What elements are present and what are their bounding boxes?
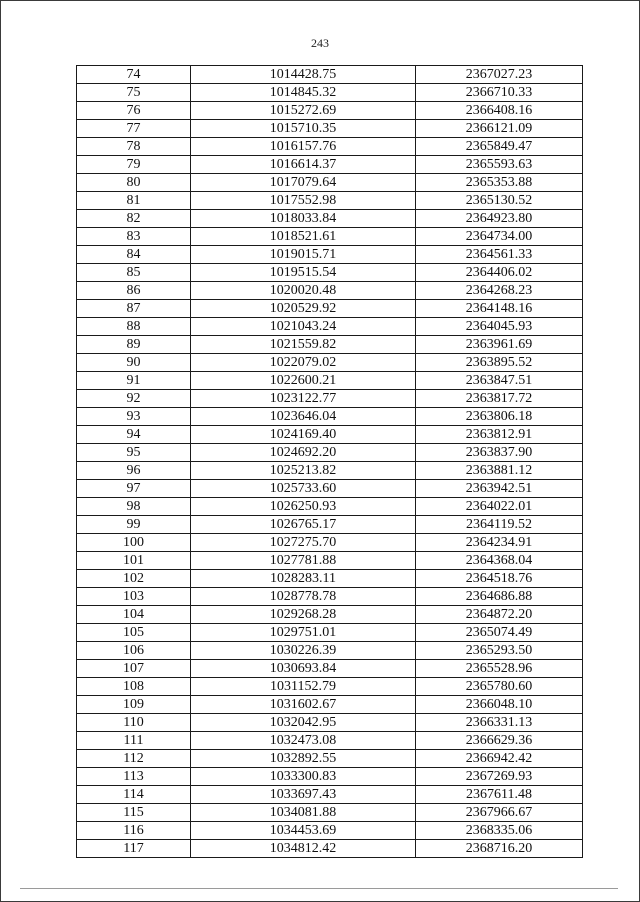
point-number-cell: 110 <box>77 714 191 732</box>
point-number-cell: 76 <box>77 102 191 120</box>
x-coordinate-cell: 1032042.95 <box>191 714 416 732</box>
table-row <box>77 300 583 318</box>
y-coordinate-cell: 2363837.90 <box>416 444 583 462</box>
point-number-cell: 113 <box>77 768 191 786</box>
point-number-cell: 92 <box>77 390 191 408</box>
point-number-cell: 111 <box>77 732 191 750</box>
x-coordinate-cell: 1027781.88 <box>191 552 416 570</box>
table-row <box>77 678 583 696</box>
x-coordinate-cell: 1025213.82 <box>191 462 416 480</box>
y-coordinate-cell: 2364686.88 <box>416 588 583 606</box>
y-coordinate-cell: 2363895.52 <box>416 354 583 372</box>
point-number-cell: 83 <box>77 228 191 246</box>
x-coordinate-cell: 1031602.67 <box>191 696 416 714</box>
point-number-cell: 95 <box>77 444 191 462</box>
y-coordinate-cell: 2366710.33 <box>416 84 583 102</box>
x-coordinate-cell: 1033300.83 <box>191 768 416 786</box>
point-number-cell: 75 <box>77 84 191 102</box>
point-number-cell: 102 <box>77 570 191 588</box>
y-coordinate-cell: 2367027.23 <box>416 66 583 84</box>
x-coordinate-cell: 1015710.35 <box>191 120 416 138</box>
x-coordinate-cell: 1015272.69 <box>191 102 416 120</box>
y-coordinate-cell: 2365849.47 <box>416 138 583 156</box>
table-row <box>77 444 583 462</box>
y-coordinate-cell: 2365074.49 <box>416 624 583 642</box>
point-number-cell: 84 <box>77 246 191 264</box>
point-number-cell: 96 <box>77 462 191 480</box>
point-number-cell: 74 <box>77 66 191 84</box>
table-row <box>77 588 583 606</box>
table-row <box>77 426 583 444</box>
table-row <box>77 822 583 840</box>
table-row <box>77 156 583 174</box>
x-coordinate-cell: 1016157.76 <box>191 138 416 156</box>
y-coordinate-cell: 2363847.51 <box>416 372 583 390</box>
point-number-cell: 82 <box>77 210 191 228</box>
x-coordinate-cell: 1014845.32 <box>191 84 416 102</box>
x-coordinate-cell: 1019015.71 <box>191 246 416 264</box>
point-number-cell: 86 <box>77 282 191 300</box>
point-number-cell: 88 <box>77 318 191 336</box>
y-coordinate-cell: 2365293.50 <box>416 642 583 660</box>
y-coordinate-cell: 2364368.04 <box>416 552 583 570</box>
x-coordinate-cell: 1017552.98 <box>191 192 416 210</box>
table-row <box>77 372 583 390</box>
y-coordinate-cell: 2364518.76 <box>416 570 583 588</box>
point-number-cell: 115 <box>77 804 191 822</box>
y-coordinate-cell: 2365528.96 <box>416 660 583 678</box>
x-coordinate-cell: 1028283.11 <box>191 570 416 588</box>
table-row <box>77 696 583 714</box>
point-number-cell: 87 <box>77 300 191 318</box>
coordinate-table-body <box>77 66 583 858</box>
point-number-cell: 77 <box>77 120 191 138</box>
point-number-cell: 98 <box>77 498 191 516</box>
x-coordinate-cell: 1018033.84 <box>191 210 416 228</box>
x-coordinate-cell: 1029268.28 <box>191 606 416 624</box>
y-coordinate-cell: 2364148.16 <box>416 300 583 318</box>
table-row <box>77 570 583 588</box>
y-coordinate-cell: 2366942.42 <box>416 750 583 768</box>
point-number-cell: 114 <box>77 786 191 804</box>
point-number-cell: 94 <box>77 426 191 444</box>
y-coordinate-cell: 2367611.48 <box>416 786 583 804</box>
table-row <box>77 246 583 264</box>
point-number-cell: 78 <box>77 138 191 156</box>
y-coordinate-cell: 2363817.72 <box>416 390 583 408</box>
point-number-cell: 99 <box>77 516 191 534</box>
table-row <box>77 210 583 228</box>
table-row <box>77 804 583 822</box>
table-row <box>77 624 583 642</box>
x-coordinate-cell: 1028778.78 <box>191 588 416 606</box>
y-coordinate-cell: 2364045.93 <box>416 318 583 336</box>
table-row <box>77 516 583 534</box>
y-coordinate-cell: 2366629.36 <box>416 732 583 750</box>
point-number-cell: 112 <box>77 750 191 768</box>
x-coordinate-cell: 1014428.75 <box>191 66 416 84</box>
table-row <box>77 408 583 426</box>
y-coordinate-cell: 2364234.91 <box>416 534 583 552</box>
table-row <box>77 462 583 480</box>
x-coordinate-cell: 1030226.39 <box>191 642 416 660</box>
point-number-cell: 108 <box>77 678 191 696</box>
table-row <box>77 264 583 282</box>
coordinate-table-container <box>76 65 582 858</box>
point-number-cell: 106 <box>77 642 191 660</box>
table-row <box>77 768 583 786</box>
x-coordinate-cell: 1020529.92 <box>191 300 416 318</box>
bottom-rule <box>20 888 618 889</box>
y-coordinate-cell: 2364268.23 <box>416 282 583 300</box>
x-coordinate-cell: 1033697.43 <box>191 786 416 804</box>
x-coordinate-cell: 1022079.02 <box>191 354 416 372</box>
y-coordinate-cell: 2364923.80 <box>416 210 583 228</box>
table-row <box>77 318 583 336</box>
table-row <box>77 750 583 768</box>
x-coordinate-cell: 1030693.84 <box>191 660 416 678</box>
x-coordinate-cell: 1021559.82 <box>191 336 416 354</box>
table-row <box>77 102 583 120</box>
x-coordinate-cell: 1021043.24 <box>191 318 416 336</box>
table-row <box>77 660 583 678</box>
point-number-cell: 91 <box>77 372 191 390</box>
point-number-cell: 97 <box>77 480 191 498</box>
x-coordinate-cell: 1029751.01 <box>191 624 416 642</box>
table-row <box>77 390 583 408</box>
x-coordinate-cell: 1031152.79 <box>191 678 416 696</box>
x-coordinate-cell: 1034081.88 <box>191 804 416 822</box>
y-coordinate-cell: 2366408.16 <box>416 102 583 120</box>
y-coordinate-cell: 2366331.13 <box>416 714 583 732</box>
y-coordinate-cell: 2363942.51 <box>416 480 583 498</box>
x-coordinate-cell: 1020020.48 <box>191 282 416 300</box>
x-coordinate-cell: 1016614.37 <box>191 156 416 174</box>
point-number-cell: 100 <box>77 534 191 552</box>
y-coordinate-cell: 2363881.12 <box>416 462 583 480</box>
y-coordinate-cell: 2368716.20 <box>416 840 583 858</box>
x-coordinate-cell: 1018521.61 <box>191 228 416 246</box>
y-coordinate-cell: 2363806.18 <box>416 408 583 426</box>
y-coordinate-cell: 2366048.10 <box>416 696 583 714</box>
point-number-cell: 116 <box>77 822 191 840</box>
point-number-cell: 79 <box>77 156 191 174</box>
table-row <box>77 552 583 570</box>
x-coordinate-cell: 1026250.93 <box>191 498 416 516</box>
table-row <box>77 192 583 210</box>
x-coordinate-cell: 1034812.42 <box>191 840 416 858</box>
point-number-cell: 81 <box>77 192 191 210</box>
table-row <box>77 642 583 660</box>
x-coordinate-cell: 1022600.21 <box>191 372 416 390</box>
point-number-cell: 90 <box>77 354 191 372</box>
x-coordinate-cell: 1019515.54 <box>191 264 416 282</box>
y-coordinate-cell: 2366121.09 <box>416 120 583 138</box>
x-coordinate-cell: 1024692.20 <box>191 444 416 462</box>
table-row <box>77 732 583 750</box>
x-coordinate-cell: 1025733.60 <box>191 480 416 498</box>
point-number-cell: 103 <box>77 588 191 606</box>
x-coordinate-cell: 1017079.64 <box>191 174 416 192</box>
y-coordinate-cell: 2367966.67 <box>416 804 583 822</box>
point-number-cell: 105 <box>77 624 191 642</box>
point-number-cell: 117 <box>77 840 191 858</box>
point-number-cell: 80 <box>77 174 191 192</box>
point-number-cell: 104 <box>77 606 191 624</box>
table-row <box>77 138 583 156</box>
y-coordinate-cell: 2365130.52 <box>416 192 583 210</box>
table-row <box>77 534 583 552</box>
page-number: 243 <box>311 36 329 50</box>
y-coordinate-cell: 2368335.06 <box>416 822 583 840</box>
y-coordinate-cell: 2363961.69 <box>416 336 583 354</box>
point-number-cell: 109 <box>77 696 191 714</box>
x-coordinate-cell: 1026765.17 <box>191 516 416 534</box>
y-coordinate-cell: 2363812.91 <box>416 426 583 444</box>
y-coordinate-cell: 2364872.20 <box>416 606 583 624</box>
table-row <box>77 336 583 354</box>
table-row <box>77 354 583 372</box>
x-coordinate-cell: 1023646.04 <box>191 408 416 426</box>
point-number-cell: 107 <box>77 660 191 678</box>
x-coordinate-cell: 1034453.69 <box>191 822 416 840</box>
x-coordinate-cell: 1032473.08 <box>191 732 416 750</box>
point-number-cell: 89 <box>77 336 191 354</box>
coordinate-table <box>76 65 583 858</box>
table-row <box>77 840 583 858</box>
x-coordinate-cell: 1032892.55 <box>191 750 416 768</box>
table-row <box>77 66 583 84</box>
table-row <box>77 498 583 516</box>
table-row <box>77 480 583 498</box>
x-coordinate-cell: 1023122.77 <box>191 390 416 408</box>
y-coordinate-cell: 2365593.63 <box>416 156 583 174</box>
point-number-cell: 85 <box>77 264 191 282</box>
y-coordinate-cell: 2367269.93 <box>416 768 583 786</box>
y-coordinate-cell: 2364734.00 <box>416 228 583 246</box>
table-row <box>77 120 583 138</box>
point-number-cell: 101 <box>77 552 191 570</box>
x-coordinate-cell: 1027275.70 <box>191 534 416 552</box>
y-coordinate-cell: 2364561.33 <box>416 246 583 264</box>
y-coordinate-cell: 2364406.02 <box>416 264 583 282</box>
table-row <box>77 606 583 624</box>
x-coordinate-cell: 1024169.40 <box>191 426 416 444</box>
table-row <box>77 282 583 300</box>
table-row <box>77 84 583 102</box>
y-coordinate-cell: 2364022.01 <box>416 498 583 516</box>
point-number-cell: 93 <box>77 408 191 426</box>
table-row <box>77 786 583 804</box>
table-row <box>77 714 583 732</box>
table-row <box>77 228 583 246</box>
y-coordinate-cell: 2365780.60 <box>416 678 583 696</box>
table-row <box>77 174 583 192</box>
y-coordinate-cell: 2365353.88 <box>416 174 583 192</box>
y-coordinate-cell: 2364119.52 <box>416 516 583 534</box>
